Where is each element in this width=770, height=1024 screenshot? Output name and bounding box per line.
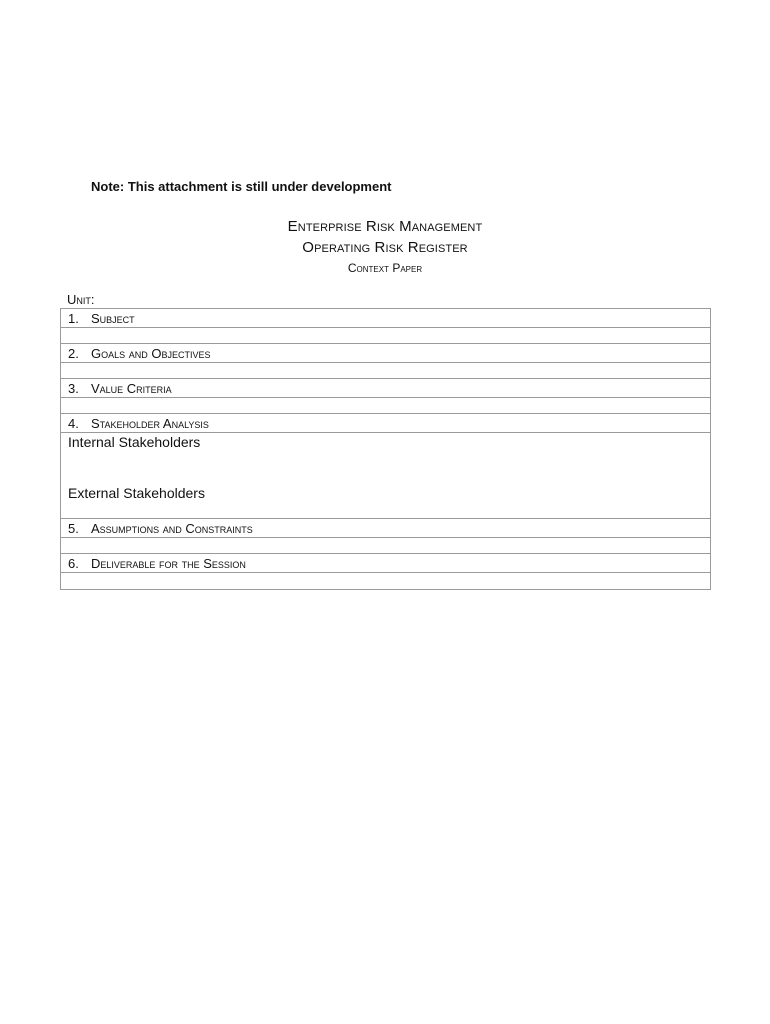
- section-number: 3.: [68, 381, 79, 396]
- section-heading-goals: [61, 344, 710, 363]
- section-heading-subject: [61, 309, 710, 328]
- external-stakeholders-label: External Stakeholders: [68, 485, 205, 501]
- document-title: Enterprise Risk Management: [287, 218, 483, 235]
- section-number: 1.: [68, 311, 79, 326]
- section-heading-assumptions: [61, 519, 710, 538]
- value-criteria-field[interactable]: [61, 398, 710, 414]
- section-label: Stakeholder Analysis: [91, 416, 209, 431]
- section-label: Value Criteria: [91, 381, 172, 396]
- section-label: Deliverable for the Session: [91, 556, 246, 571]
- section-number: 6.: [68, 556, 79, 571]
- section-number: 2.: [68, 346, 79, 361]
- document-subtitle: Operating Risk Register: [302, 239, 468, 256]
- section-label: Assumptions and Constraints: [91, 521, 253, 536]
- section-label: Subject: [91, 311, 135, 326]
- section-heading-value-criteria: [61, 379, 710, 398]
- goals-field[interactable]: [61, 363, 710, 379]
- document-type: Context Paper: [347, 261, 423, 275]
- unit-label: Unit:: [67, 292, 95, 307]
- section-label: Goals and Objectives: [91, 346, 211, 361]
- section-number: 5.: [68, 521, 79, 536]
- section-number: 4.: [68, 416, 79, 431]
- assumptions-field[interactable]: [61, 538, 710, 554]
- document-title-block: [0, 216, 770, 277]
- section-heading-deliverable: [61, 554, 710, 573]
- section-heading-stakeholder-analysis: [61, 414, 710, 433]
- context-form: [60, 308, 711, 590]
- deliverable-field[interactable]: [61, 573, 710, 589]
- stakeholder-field[interactable]: [61, 433, 710, 519]
- development-note: Note: This attachment is still under development: [91, 179, 392, 194]
- internal-stakeholders-label: Internal Stakeholders: [68, 434, 201, 450]
- subject-field[interactable]: [61, 328, 710, 344]
